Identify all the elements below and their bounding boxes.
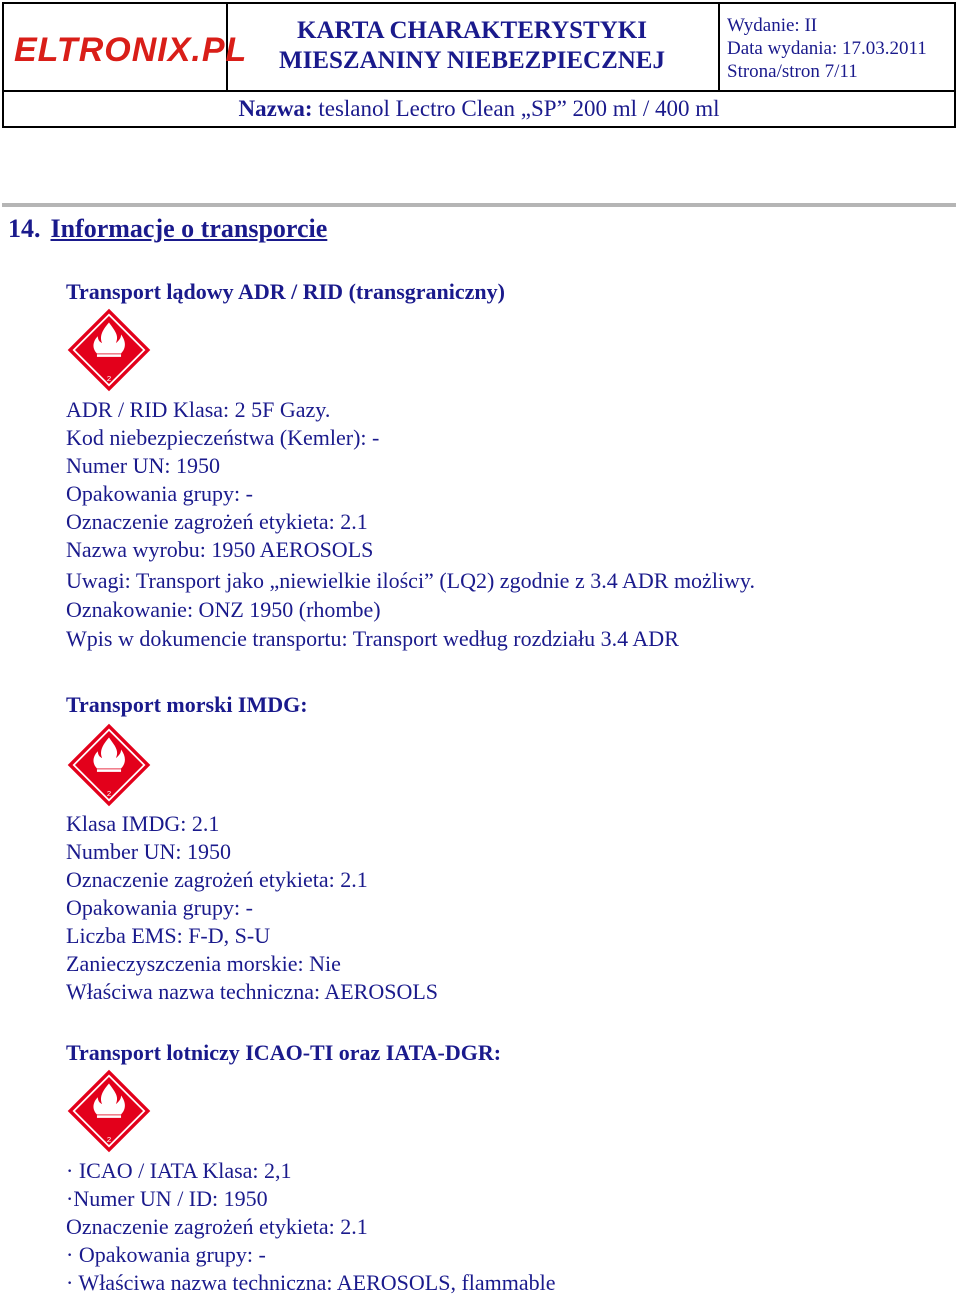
document-title	[226, 4, 720, 90]
flammable-gas-diamond-icon	[66, 722, 152, 808]
title-line-2: MIESZANINY NIEBEZPIECZNEJ	[279, 47, 665, 74]
adr-line: Oznakowanie: ONZ 1950 (rhombe)	[66, 597, 381, 622]
section-divider	[2, 203, 956, 207]
edition: Wydanie: II	[727, 15, 818, 36]
document-header	[2, 2, 956, 128]
product-name-label: Nazwa:	[238, 96, 313, 121]
title-line-1: KARTA CHARAKTERYSTYKI	[297, 17, 647, 44]
page-number: Strona/stron 7/11	[727, 61, 858, 82]
adr-line: Nazwa wyrobu: 1950 AEROSOLS	[66, 537, 374, 562]
flammable-gas-diamond-icon	[66, 1068, 152, 1154]
imdg-line: Oznaczenie zagrożeń etykieta: 2.1	[66, 867, 368, 892]
hazard-class-number: 2	[106, 373, 112, 383]
imdg-line: Właściwa nazwa techniczna: AEROSOLS	[66, 979, 439, 1004]
company-logo: ELTRONIX.PL	[14, 31, 248, 69]
section-number: 14.	[8, 214, 41, 243]
adr-line: Numer UN: 1950	[66, 453, 220, 478]
air-line: · ICAO / IATA Klasa: 2,1	[66, 1158, 292, 1183]
document-meta	[720, 4, 956, 90]
section-title: Informacje o transporcie	[50, 214, 328, 243]
adr-line: ADR / RID Klasa: 2 5F Gazy.	[66, 397, 331, 422]
imdg-line: Number UN: 1950	[66, 839, 231, 864]
adr-line: Uwagi: Transport jako „niewielkie ilości” (LQ2) zgodnie z 3.4 ADR możliwy.	[66, 568, 756, 593]
section-heading	[8, 214, 327, 244]
air-heading: Transport lotniczy ICAO-TI oraz IATA-DGR:	[66, 1040, 502, 1065]
imdg-line: Opakowania grupy: -	[66, 895, 253, 920]
logo-cell	[4, 4, 248, 90]
hazard-class-number: 2	[106, 1134, 112, 1144]
adr-line: Opakowania grupy: -	[66, 481, 253, 506]
air-line: Oznaczenie zagrożeń etykieta: 2.1	[66, 1214, 368, 1239]
header-top-row	[4, 4, 954, 92]
product-name-value: teslanol Lectro Clean „SP” 200 ml / 400 ml	[318, 96, 720, 121]
product-name-row	[4, 90, 954, 126]
imdg-line: Liczba EMS: F-D, S-U	[66, 923, 271, 948]
imdg-line: Klasa IMDG: 2.1	[66, 811, 220, 836]
adr-line: Oznaczenie zagrożeń etykieta: 2.1	[66, 509, 368, 534]
air-line: · Opakowania grupy: -	[66, 1242, 266, 1267]
imdg-heading: Transport morski IMDG:	[66, 692, 308, 717]
issue-date: Data wydania: 17.03.2011	[727, 38, 927, 59]
flammable-gas-diamond-icon	[66, 307, 152, 393]
hazard-class-number: 2	[106, 788, 112, 798]
adr-heading: Transport lądowy ADR / RID (transgraniczny)	[66, 279, 505, 304]
imdg-line: Zanieczyszczenia morskie: Nie	[66, 951, 341, 976]
adr-line: Wpis w dokumencie transportu: Transport według rozdziału 3.4 ADR	[66, 626, 679, 651]
adr-line: Kod niebezpieczeństwa (Kemler): -	[66, 425, 380, 450]
air-line: ·Numer UN / ID: 1950	[66, 1186, 268, 1211]
air-line: · Właściwa nazwa techniczna: AEROSOLS, flammable	[66, 1270, 556, 1295]
